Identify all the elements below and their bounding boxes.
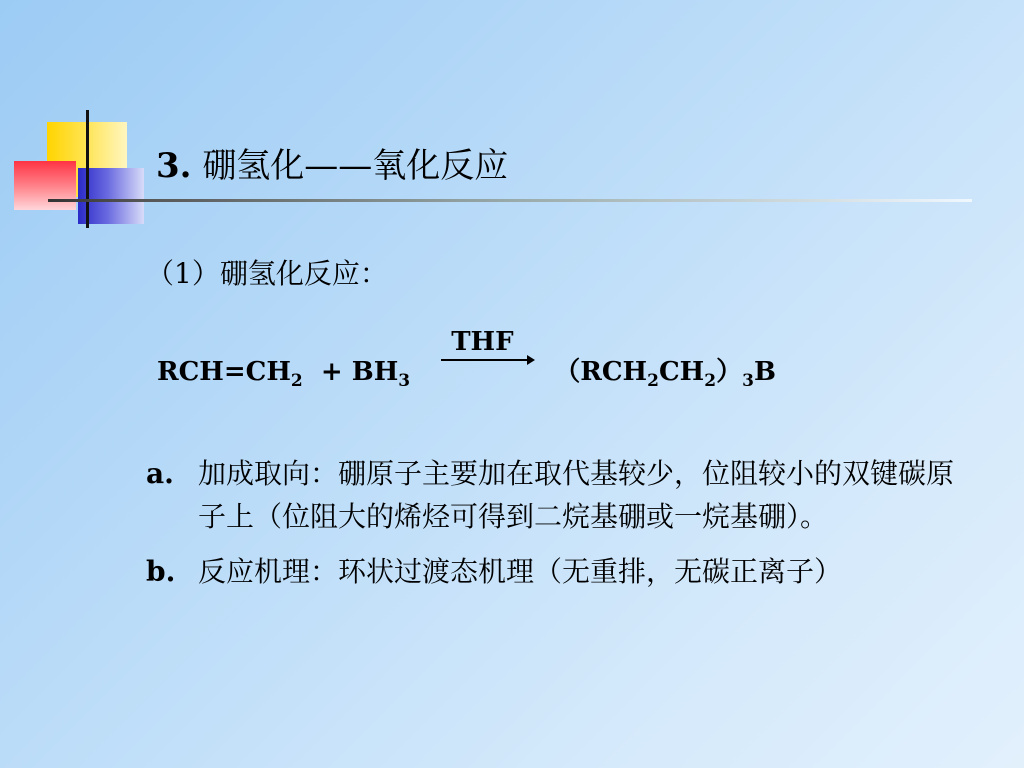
product-end: B — [753, 357, 776, 387]
product-open: （RCH — [554, 357, 648, 387]
subheading-text: （1）硼氢化反应： — [146, 257, 388, 290]
list-item-text: 反应机理：环状过渡态机理（无重排，无碳正离子） — [198, 555, 843, 588]
title-underline — [48, 199, 972, 202]
reactant-borane-main: + BH — [320, 357, 399, 387]
reaction-condition: THF — [451, 327, 514, 357]
product-trialkylborane — [554, 352, 776, 392]
product-subscript-1: 2 — [647, 371, 659, 391]
section-subheading — [146, 254, 388, 294]
slide-title — [156, 142, 508, 190]
reactant-alkene-main: RCH=CH — [157, 357, 291, 387]
title-number: 3. — [156, 146, 192, 186]
product-close: ） — [716, 357, 743, 387]
reactant-alkene-subscript: 2 — [290, 371, 303, 391]
decorative-vertical-line — [86, 110, 89, 228]
reactant-alkene — [157, 352, 303, 392]
list-item-label: b. — [146, 555, 176, 588]
list-item-label: a. — [146, 457, 174, 490]
list-item-text: 加成取向：硼原子主要加在取代基较少，位阻较小的双键碳原子上（位阻大的烯烃可得到二烷基硼或一烷基硼）。 — [198, 457, 955, 533]
reactant-borane-subscript: 3 — [398, 371, 411, 391]
bullet-list — [146, 452, 976, 605]
decorative-red-square — [14, 161, 76, 210]
list-item — [146, 550, 976, 593]
right-arrow-icon — [441, 354, 535, 366]
title-text: 硼氢化——氧化反应 — [202, 146, 509, 186]
reaction-equation — [157, 327, 776, 392]
list-item — [146, 452, 976, 538]
product-subscript-3: 3 — [742, 371, 754, 391]
product-mid: CH — [658, 357, 705, 387]
reaction-arrow — [441, 327, 535, 380]
reactant-borane — [312, 352, 410, 392]
product-subscript-2: 2 — [704, 371, 717, 391]
